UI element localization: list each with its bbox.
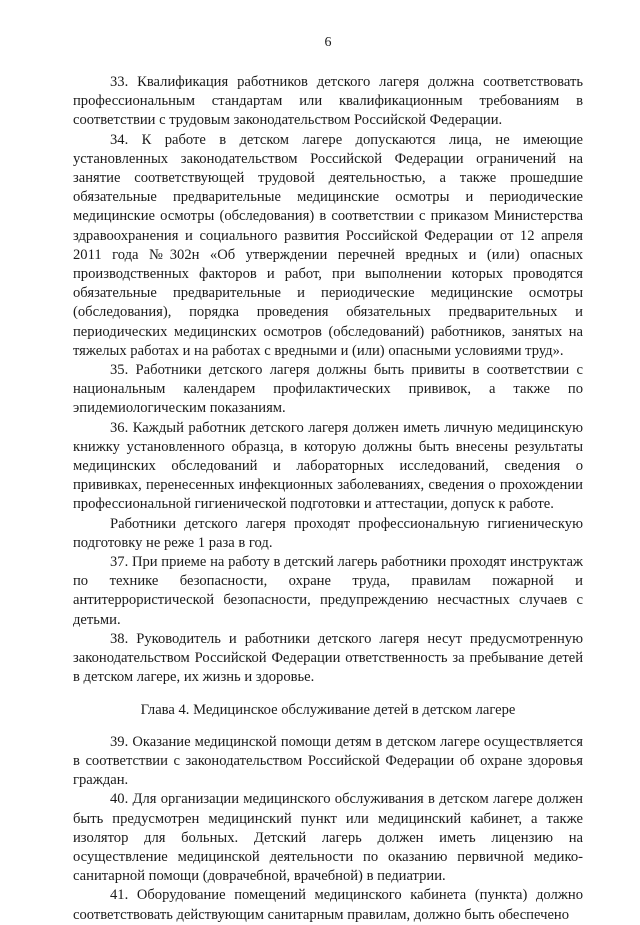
- paragraph-39: 39. Оказание медицинской помощи детям в детском лагере осуществляется в соответствии с законодательством Российской Федерации об охране здоровья граждан.: [73, 733, 583, 789]
- paragraph-33: 33. Квалификация работников детского лагеря должна соответствовать профессиональным стандартам или квалификационным требованиям в соответствии с трудовым законодательством Российской Федерации.: [73, 74, 583, 129]
- paragraph-36: 36. Каждый работник детского лагеря должен иметь личную медицинскую книжку установленного образца, в которую должны быть внесены результаты медицинских обследований и лабораторных исследований, сведения о прививках, перенесенных инфекционных заболеваниях, сведения о прохождении профессиональной гигиенической подготовки и аттестации, допуск к работе.: [73, 419, 583, 513]
- paragraph-35: 35. Работники детского лагеря должны быть привиты в соответствии с национальным календарем профилактических прививок, а также по эпидемиологическим показаниям.: [73, 362, 583, 417]
- page-number: 6: [324, 35, 332, 50]
- paragraph-38: 38. Руководитель и работники детского лагеря несут предусмотренную законодательством Российской Федерации ответственность за пребывание детей в детском лагере, их жизнь и здоровье.: [73, 630, 583, 686]
- paragraph-36-continuation: Работники детского лагеря проходят профессиональную гигиеническую подготовку не реже 1 раза в год.: [73, 515, 583, 551]
- document-page: [73, 34, 583, 925]
- paragraph-37: 37. При приеме на работу в детский лагерь работники проходят инструктаж по технике безопасности, охране труда, правилам пожарной и антитеррористической безопасности, предупреждению несчастных случаев с детьми.: [73, 554, 583, 628]
- paragraph-34: 34. К работе в детском лагере допускаются лица, не имеющие установленных законодательством Российской Федерации ограничений на занятие соответствующей трудовой деятельностью, а также прошедшие обязательные предварительные медицинские осмотры и периодические медицинские осмотры (обследования) в соответствии с приказом Министерства здравоохранения и социального развития Российской Федерации от 12 апреля 2011 года №302н «Об утверждении перечней вредных и (или) опасных производственных факторов и работ, при выполнении которых проводятся обязательные предварительные и периодические медицинские осмотры (обследования), порядка проведения обязательных предварительных и периодических медицинских осмотров (обследований) работников, занятых на тяжелых работах и на работах с вредными и (или) опасными условиями труд».: [73, 131, 583, 359]
- paragraph-40: 40. Для организации медицинского обслуживания в детском лагере должен быть предусмотрен медицинский пункт или медицинский кабинет, а также изолятор для больных. Детский лагерь должен иметь лицензию на осуществление медицинской деятельности по оказанию первичной медико-санитарной помощи (доврачебной, врачебной) в педиатрии.: [73, 791, 583, 885]
- paragraph-41: 41. Оборудование помещений медицинского кабинета (пункта) должно соответствовать действующим санитарным правилам, должно быть обеспечено: [73, 887, 583, 923]
- chapter-heading: Глава 4. Медицинское обслуживание детей в детском лагере: [140, 701, 516, 718]
